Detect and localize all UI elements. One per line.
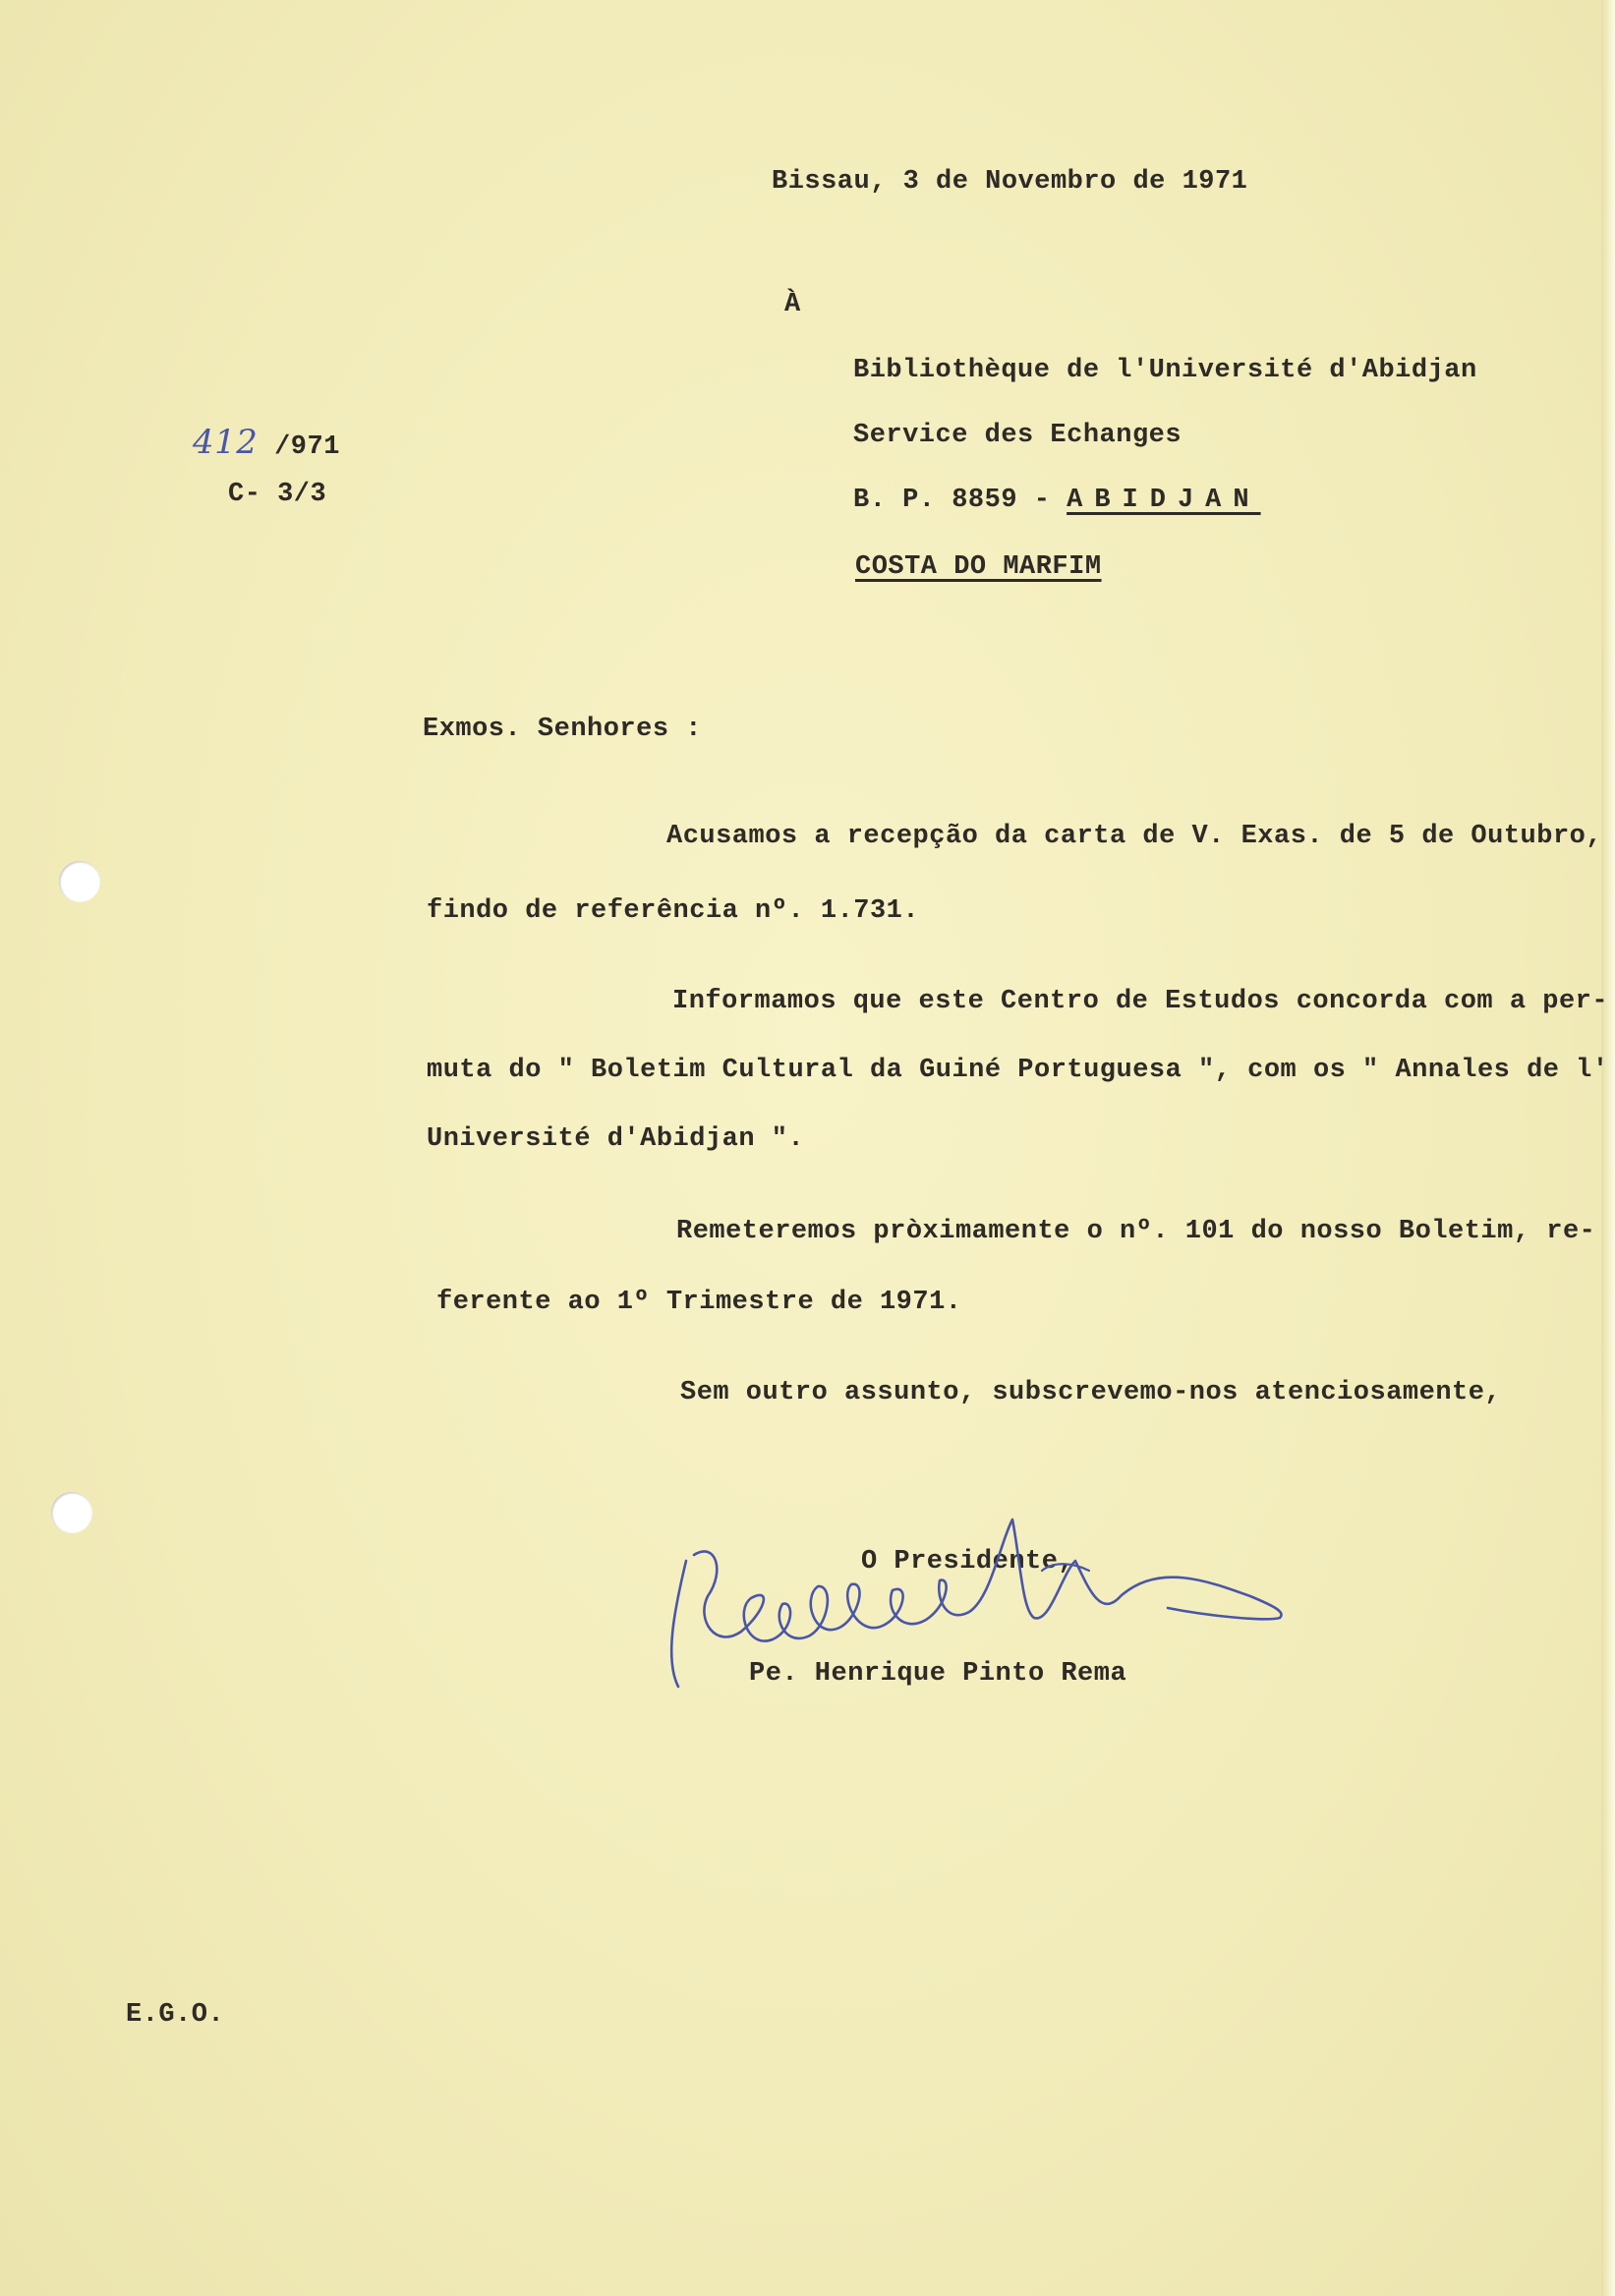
paragraph-2-line-2: muta do " Boletim Cultural da Guiné Portuguesa ", com os " Annales de l' [427, 1056, 1609, 1085]
punch-hole-top [59, 861, 100, 902]
reference-handwritten: 412 [193, 423, 259, 462]
recipient-country: COSTA DO MARFIM [855, 552, 1102, 582]
signatory-title: O Presidente, [861, 1547, 1075, 1577]
reference-year: /971 [258, 432, 340, 462]
signatory-name: Pe. Henrique Pinto Rema [749, 1659, 1127, 1689]
paragraph-1-line-2: findo de referência nº. 1.731. [427, 896, 920, 926]
footer-initials: E.G.O. [126, 2000, 225, 2030]
date-line: Bissau, 3 de Novembro de 1971 [772, 167, 1248, 197]
paragraph-3-line-1: Remeteremos pròximamente o nº. 101 do nosso Boletim, re- [676, 1217, 1596, 1246]
paragraph-2-line-1: Informamos que este Centro de Estudos concorda com a per- [672, 987, 1609, 1016]
paragraph-2-line-3: Université d'Abidjan ". [427, 1124, 805, 1154]
salutation: Exmos. Senhores : [423, 715, 702, 744]
recipient-city: ABIDJAN [1067, 486, 1261, 515]
recipient-po-box: B. P. 8859 [853, 486, 1018, 515]
recipient-line-3 [853, 486, 1261, 515]
reference-number [193, 423, 340, 462]
page-edge [1601, 0, 1615, 2296]
closing-line: Sem outro assunto, subscrevemo-nos atenciosamente, [680, 1378, 1502, 1407]
recipient-prefix: À [784, 290, 801, 319]
recipient-line-2: Service des Echanges [853, 421, 1182, 450]
paragraph-1-line-1: Acusamos a recepção da carta de V. Exas. de 5 de Outubro, [666, 822, 1603, 851]
punch-hole-bottom [51, 1492, 92, 1533]
reference-code: C- 3/3 [228, 480, 327, 509]
recipient-line-1: Bibliothèque de l'Université d'Abidjan [853, 356, 1477, 385]
recipient-separator: - [1017, 486, 1067, 515]
paragraph-3-line-2: ferente ao 1º Trimestre de 1971. [436, 1288, 962, 1317]
